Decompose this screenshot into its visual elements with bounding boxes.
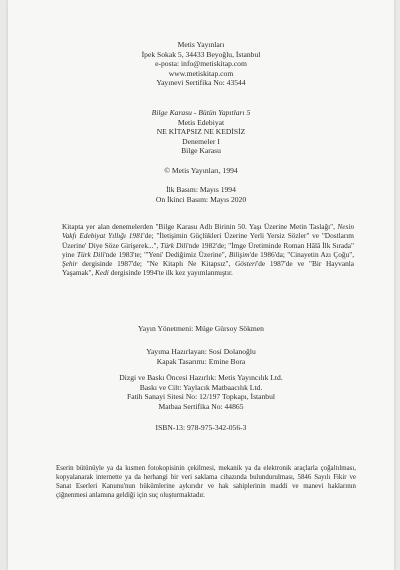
book-author: Bilge Karasu [181, 146, 221, 156]
note-text: 'nde 1983'te; "'Yeni' Dediğimiz Üzerine", [104, 249, 229, 259]
copyright-line [8, 166, 394, 176]
copyright-text: © Metis Yayınları, 1994 [164, 166, 238, 175]
credits-preparation [8, 347, 394, 366]
note-text: Kitapta yer alan denemelerden "Bilge Karasu Adlı Birinin 50. Yaşı Üzerine Metin Taslağı", [62, 222, 338, 231]
director-line: Yayın Yönetmeni: Müge Gürsoy Sökmen [138, 324, 264, 333]
note-text: 'de 1987'de ve "Bir Hayvanla Yaşamak", [62, 259, 354, 278]
isbn-block [8, 423, 394, 433]
note-text: dergisinde 1987'de; "Ne Kitaplı Ne Kitapsız", [77, 259, 235, 269]
note-text: 'de 1986'da; "Cinayetin Azı Çoğu", [249, 249, 355, 259]
publisher-certificate: Yayınevi Sertifika No: 43544 [156, 78, 246, 88]
note-italic: Türk Dili [160, 240, 188, 250]
cover-line: Kapak Tasarımı: Emine Bora [156, 356, 246, 366]
credits-production [8, 373, 394, 411]
copyright-page [8, 0, 394, 570]
publisher-web: www.metiskitap.com [168, 68, 234, 78]
note-italic: Şehir [62, 259, 78, 269]
book-genre: Denemeler I [182, 136, 220, 146]
rights-notice: Eserin bütünüyle ya da kısmen fotokopisinin çekilmesi, mekanik ya da elektronik araçlarla çoğaltılması, kopyalanarak internette ya da herhangi bir veri saklama cihazında bulundurulması, 5846 Sayılı Fikir ve Sanat Eserleri Kanunu'nun hükümlerine aykırıdır ve hak sahiplerinin maddi ve manevi haklarının çiğnenmesi anlamına geldiği için suç oluşturmaktadır. [56, 465, 356, 499]
book-title: NE KİTAPSIZ NE KEDİSİZ [156, 127, 246, 137]
first-edition: İlk Basım: Mayıs 1994 [166, 185, 236, 194]
printing-line: Baskı ve Cilt: Yaylacık Matbaacılık Ltd. [139, 382, 263, 392]
prepared-line: Yayıma Hazırlayan: Sosi Dolanoğlu [146, 347, 256, 356]
book-series: Bilge Karasu - Bütün Yapıtları 5 [151, 108, 251, 117]
press-certificate-line: Matbaa Sertifika No: 44865 [158, 401, 244, 411]
note-italic: Nesin Vakfı Edebiyat Yıllığı 1981 [62, 222, 354, 241]
publisher-name: Metis Yayınları [177, 40, 225, 49]
book-series-line2: Metis Edebiyat [177, 117, 225, 127]
editions-block [8, 185, 394, 204]
note-italic: Türk Dili [76, 249, 105, 259]
note-italic: Gösteri [235, 259, 257, 269]
book-block [8, 108, 394, 156]
typeset-line: Dizgi ve Baskı Öncesi Hazırlık: Metis Yayıncılık Ltd. [119, 373, 283, 382]
note-italic: Bilişim [228, 249, 250, 259]
publication-note [62, 222, 354, 278]
note-italic: Kedi [95, 268, 109, 278]
note-text: 'de; "İletişimin Güçlükleri Üzerine Yerli Yersiz Sözler" ve "Dostlarım Üzerine' Diye Söze Girişerek...", [62, 231, 354, 250]
current-edition: On İkinci Basım: Mayıs 2020 [155, 194, 247, 204]
press-address-line: Fatih Sanayi Sitesi No: 12/197 Topkapı, İstanbul [126, 392, 276, 402]
isbn-line: ISBN-13: 978-975-342-056-3 [155, 423, 247, 432]
publisher-block [8, 40, 394, 88]
note-text: dergisinde 1994'te ilk kez yayımlanmıştır. [108, 268, 233, 278]
credits-director [8, 324, 394, 334]
publisher-address: İpek Sokak 5, 34433 Beyoğlu, İstanbul [141, 49, 261, 59]
note-text: 'nde 1982'de; "İmge Üretiminde Roman Hâlâ İlk Sırada" yine [62, 240, 354, 259]
publisher-email: e-posta: info@metiskitap.com [155, 59, 247, 69]
